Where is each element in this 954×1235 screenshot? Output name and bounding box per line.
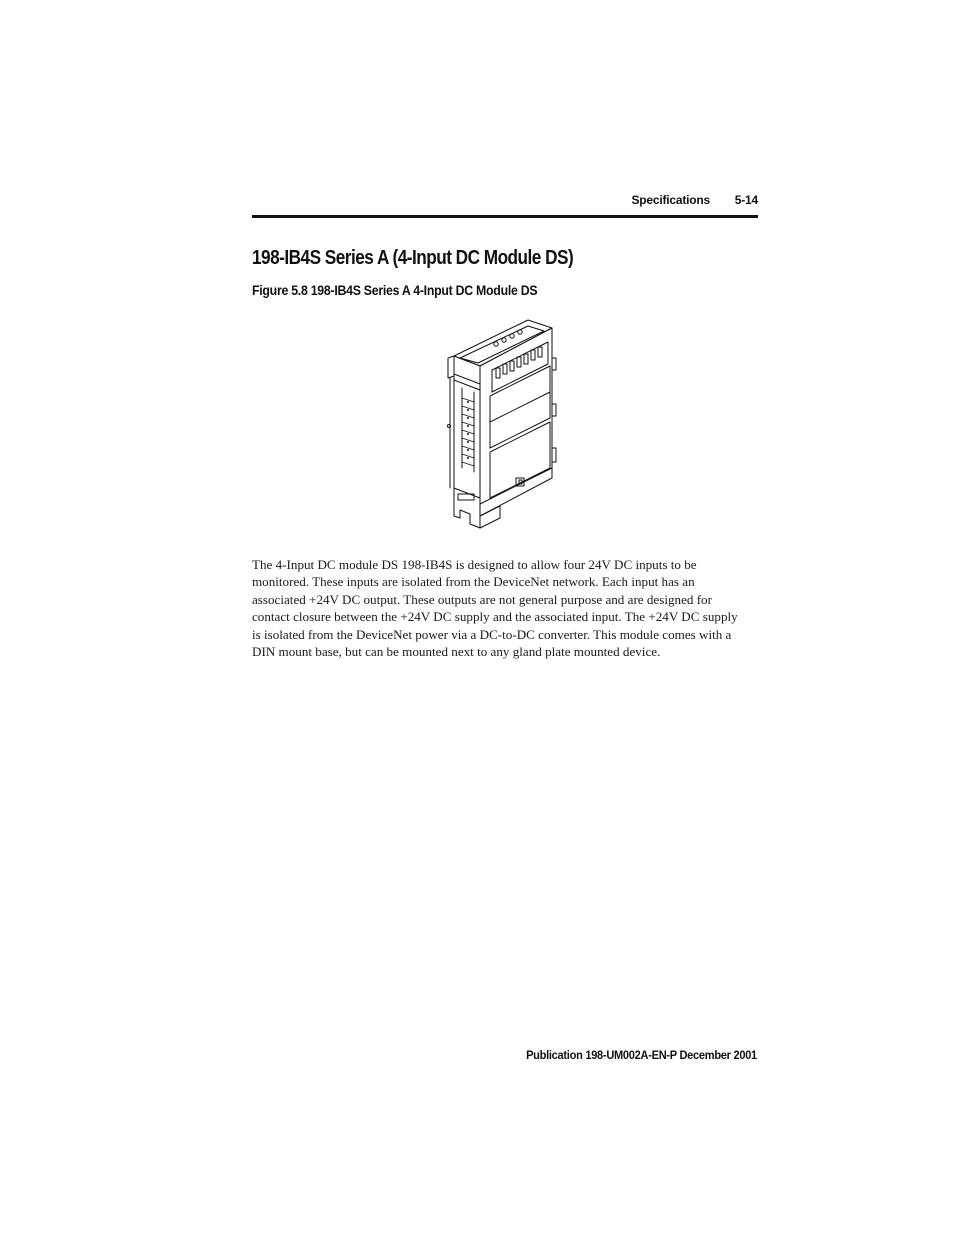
body-line: contact closure between the +24V DC supply and the associated input. The +24V DC supply — [252, 609, 738, 625]
body-line: is isolated from the DeviceNet power via a DC-to-DC converter. This module comes with a — [252, 626, 732, 642]
body-paragraph — [252, 556, 764, 660]
header-section-title: Specifications — [631, 193, 710, 207]
publication-footer: Publication 198-UM002A-EN-P December 2001 — [526, 1048, 757, 1062]
figure-caption: Figure 5.8 198-IB4S Series A 4-Input DC Module DS — [252, 282, 538, 298]
body-line: monitored. These inputs are isolated from the DeviceNet network. Each input has an — [252, 574, 695, 590]
header-page-number: 5-14 — [734, 193, 758, 207]
body-line: DIN mount base, but can be mounted next to any gland plate mounted device. — [252, 644, 661, 660]
header-rule — [252, 215, 758, 218]
section-title: 198-IB4S Series A (4-Input DC Module DS) — [252, 247, 574, 269]
body-line: The 4-Input DC module DS 198-IB4S is designed to allow four 24V DC inputs to be — [252, 557, 697, 572]
body-line: associated +24V DC output. These outputs are not general purpose and are designed for — [252, 591, 712, 607]
module-illustration — [440, 318, 570, 536]
running-header — [252, 192, 758, 212]
